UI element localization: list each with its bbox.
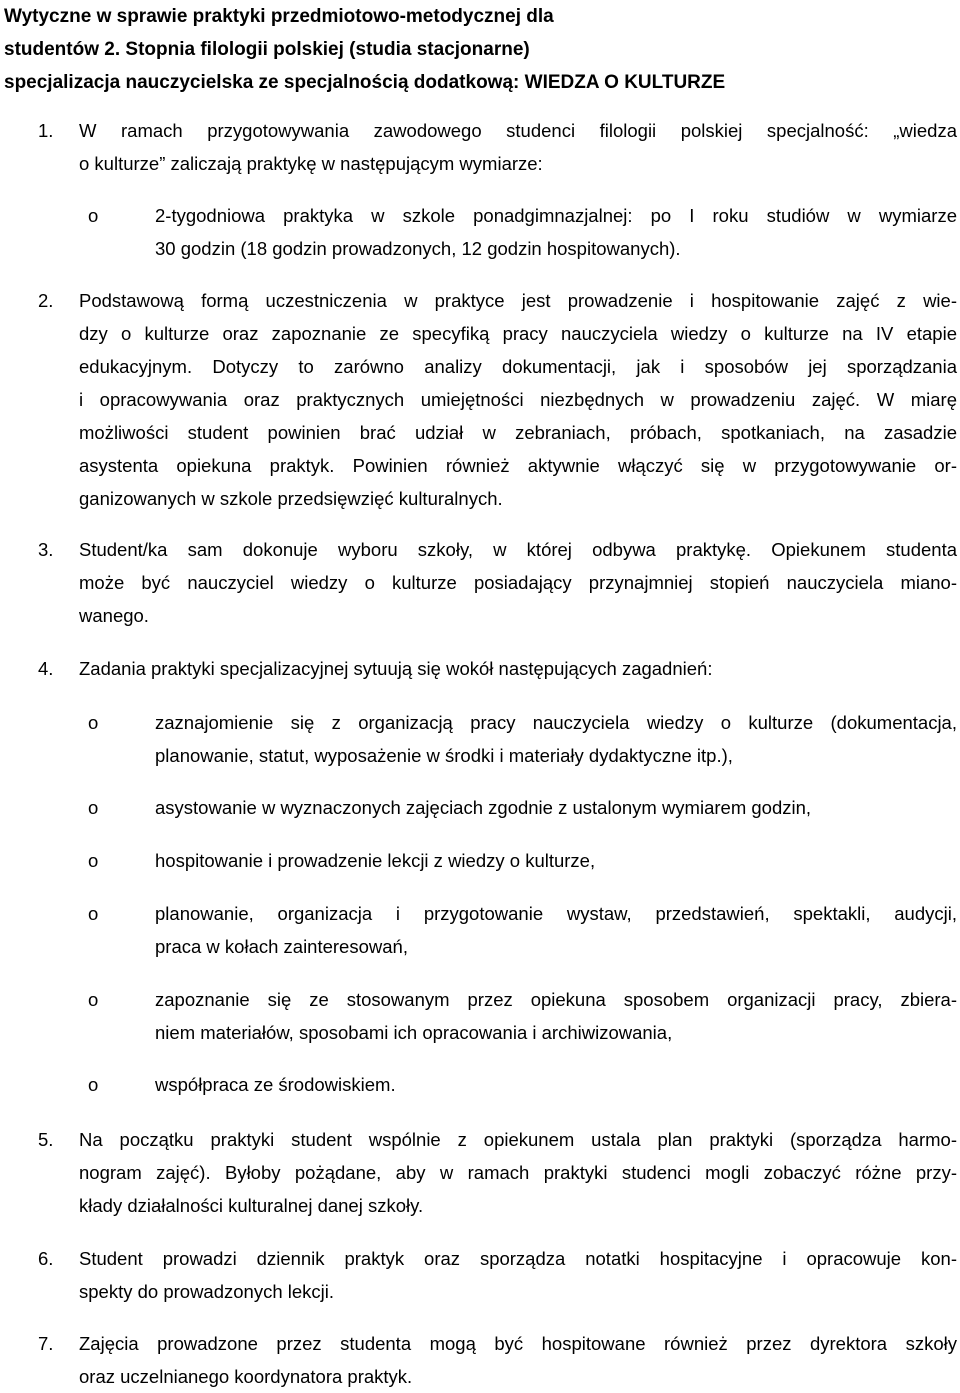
text-line: planowanie, statut, wyposażenie w środki i materiały dydaktyczne itp.),	[155, 745, 733, 766]
text-line: o kulturze” zaliczają praktykę w następującym wymiarze:	[79, 153, 543, 174]
text-line: i opracowywania oraz praktycznych umiejętności niezbędnych w prowadzeniu zajęć. W miarę	[79, 389, 957, 410]
bullet-marker: o	[88, 989, 99, 1010]
text-line: dzy o kulturze oraz zapoznanie ze specyfiką pracy nauczyciela wiedzy o kulturze na IV etapie	[79, 323, 957, 344]
text-line: oraz uczelnianego koordynatora praktyk.	[79, 1366, 413, 1387]
item-number: 4.	[38, 658, 54, 679]
text-line: może być nauczyciel wiedzy o kulturze posiadający przynajmniej stopień nauczyciela miano-	[79, 572, 957, 593]
text-line: Zajęcia prowadzone przez studenta mogą być hospitowane również przez dyrektora szkoły	[79, 1333, 957, 1354]
bullet-text	[155, 983, 957, 1049]
item-number: 2.	[38, 290, 54, 311]
item-number: 5.	[38, 1129, 54, 1150]
text-line: edukacyjnym. Dotyczy to zarówno analizy dokumentacji, jak i sposobów jej sporządzania	[79, 356, 957, 377]
bullet-marker: o	[88, 1074, 99, 1095]
text-line: spekty do prowadzonych lekcji.	[79, 1281, 335, 1302]
item-number: 7.	[38, 1333, 54, 1354]
title-line: specjalizacja nauczycielska ze specjalnością dodatkową: WIEDZA O KULTURZE	[4, 72, 726, 93]
text-line: W ramach przygotowywania zawodowego studenci filologii polskiej specjalność: „wiedza	[79, 120, 957, 141]
text-line: hospitowanie i prowadzenie lekcji z wiedzy o kulturze,	[155, 850, 596, 871]
bullet-marker: o	[88, 712, 99, 733]
item-text	[79, 1327, 957, 1393]
item-text	[79, 114, 957, 180]
item-text	[79, 533, 957, 632]
bullet-marker: o	[88, 903, 99, 924]
text-line: współpraca ze środowiskiem.	[155, 1074, 396, 1095]
title-line: Wytyczne w sprawie praktyki przedmiotowo-metodycznej dla	[4, 6, 554, 27]
bullet-text	[155, 199, 957, 265]
item-number: 6.	[38, 1248, 54, 1269]
bullet-marker: o	[88, 797, 99, 818]
text-line: praca w kołach zainteresowań,	[155, 936, 408, 957]
bullet-text	[155, 706, 957, 772]
text-line: 30 godzin (18 godzin prowadzonych, 12 godzin hospitowanych).	[155, 238, 681, 259]
text-line: ganizowanych w szkole przedsięwzięć kulturalnych.	[79, 488, 503, 509]
text-line: Student prowadzi dziennik praktyk oraz sporządza notatki hospitacyjne i opracowuje kon-	[79, 1248, 957, 1269]
text-line: asystenta opiekuna praktyk. Powinien również aktywnie włączyć się w przygotowywanie or-	[79, 455, 957, 476]
bullet-text	[155, 897, 957, 963]
text-line: Na początku praktyki student wspólnie z opiekunem ustala plan praktyki (sporządza harmo-	[79, 1129, 957, 1150]
text-line: planowanie, organizacja i przygotowanie wystaw, przedstawień, spektakli, audycji,	[155, 903, 957, 924]
text-line: Zadania praktyki specjalizacyjnej sytuują się wokół następujących zagadnień:	[79, 658, 713, 679]
text-line: asystowanie w wyznaczonych zajęciach zgodnie z ustalonym wymiarem godzin,	[155, 797, 812, 818]
bullet-text	[155, 791, 957, 824]
item-text	[79, 1123, 957, 1222]
bullet-text	[155, 1068, 957, 1101]
document-title	[4, 0, 944, 99]
text-line: niem materiałów, sposobami ich opracowania i archiwizowania,	[155, 1022, 673, 1043]
text-line: Student/ka sam dokonuje wyboru szkoły, w której odbywa praktykę. Opiekunem studenta	[79, 539, 957, 560]
text-line: zapoznanie się ze stosowanym przez opiekuna sposobem organizacji pracy, zbiera-	[155, 989, 957, 1010]
text-line: kłady działalności kulturalnej danej szkoły.	[79, 1195, 424, 1216]
bullet-text	[155, 844, 957, 877]
text-line: zaznajomienie się z organizacją pracy nauczyciela wiedzy o kulturze (dokumentacja,	[155, 712, 957, 733]
text-line: możliwości student powinien brać udział w zebraniach, próbach, spotkaniach, na zasadzie	[79, 422, 957, 443]
bullet-marker: o	[88, 205, 99, 226]
title-line: studentów 2. Stopnia filologii polskiej (studia stacjonarne)	[4, 39, 530, 60]
text-line: nogram zajęć). Byłoby pożądane, aby w ramach praktyki studenci mogli zobaczyć różne przy-	[79, 1162, 957, 1183]
item-number: 1.	[38, 120, 54, 141]
item-text	[79, 284, 957, 515]
item-text	[79, 1242, 957, 1308]
item-text	[79, 652, 957, 685]
item-number: 3.	[38, 539, 54, 560]
text-line: wanego.	[79, 605, 149, 626]
text-line: 2-tygodniowa praktyka w szkole ponadgimnazjalnej: po I roku studiów w wymiarze	[155, 205, 957, 226]
text-line: Podstawową formą uczestniczenia w praktyce jest prowadzenie i hospitowanie zajęć z wie-	[79, 290, 957, 311]
bullet-marker: o	[88, 850, 99, 871]
